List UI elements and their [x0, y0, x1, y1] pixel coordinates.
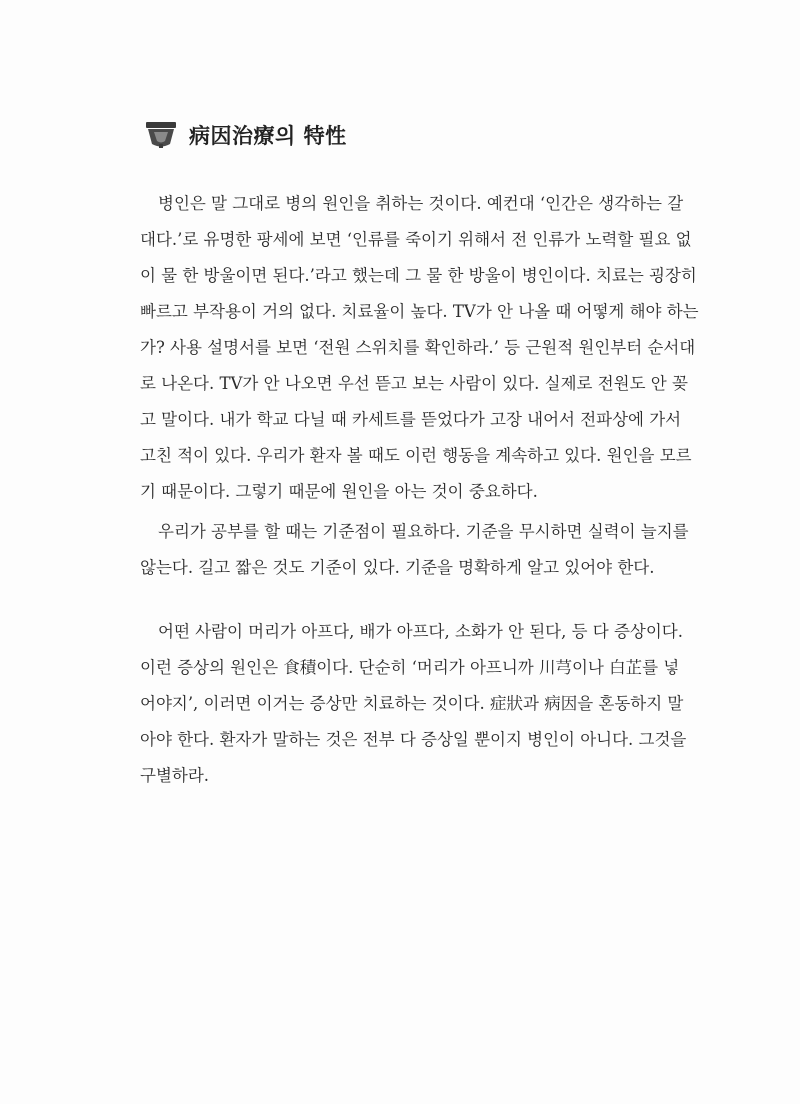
- medicine-bowl-icon: [145, 120, 177, 150]
- text-line: 고친 적이 있다. 우리가 환자 볼 때도 이런 행동을 계속하고 있다. 원인을 모르: [140, 446, 692, 465]
- text-line: 대다.’로 유명한 팡세에 보면 ‘인류를 죽이기 위해서 전 인류가 노력할 필요 없: [140, 230, 692, 249]
- text-line: 우리가 공부를 할 때는 기준점이 필요하다. 기준을 무시하면 실력이 늘지를: [158, 522, 689, 541]
- text-line: 고 말이다. 내가 학교 다닐 때 카세트를 뜯었다가 고장 내어서 전파상에 가서: [140, 410, 682, 429]
- text-line: 가? 사용 설명서를 보면 ‘전원 스위치를 확인하라.’ 등 근원적 원인부터 순서대: [140, 338, 696, 357]
- section-title: 病因治療의 特性: [189, 123, 347, 148]
- text-line: 기 때문이다. 그렇기 때문에 원인을 아는 것이 중요하다.: [140, 482, 538, 501]
- section-heading: [145, 118, 347, 152]
- text-line: 않는다. 길고 짧은 것도 기준이 있다. 기준을 명확하게 알고 있어야 한다.: [140, 558, 655, 577]
- text-line: 어떤 사람이 머리가 아프다, 배가 아프다, 소화가 안 된다, 등 다 증상이다.: [158, 622, 683, 641]
- text-line: 빠르고 부작용이 거의 없다. 치료율이 높다. TV가 안 나올 때 어떻게 해야 하는: [140, 302, 699, 321]
- text-line: 이런 증상의 원인은 食積이다. 단순히 ‘머리가 아프니까 川芎이나 白芷를 넣: [140, 658, 680, 677]
- text-line: 로 나온다. TV가 안 나오면 우선 뜯고 보는 사람이 있다. 실제로 전원도 안 꽂: [140, 374, 688, 393]
- text-line: 구별하라.: [140, 766, 210, 785]
- text-line: 아야 한다. 환자가 말하는 것은 전부 다 증상일 뿐이지 병인이 아니다. 그것을: [140, 730, 687, 749]
- text-line: 병인은 말 그대로 병의 원인을 취하는 것이다. 예컨대 ‘인간은 생각하는 갈: [158, 194, 684, 213]
- text-line: 이 물 한 방울이면 된다.’라고 했는데 그 물 한 방울이 병인이다. 치료는 굉장히: [140, 266, 697, 285]
- text-line: 어야지’, 이러면 이거는 증상만 치료하는 것이다. 症狀과 病因을 혼동하지 말: [140, 694, 684, 713]
